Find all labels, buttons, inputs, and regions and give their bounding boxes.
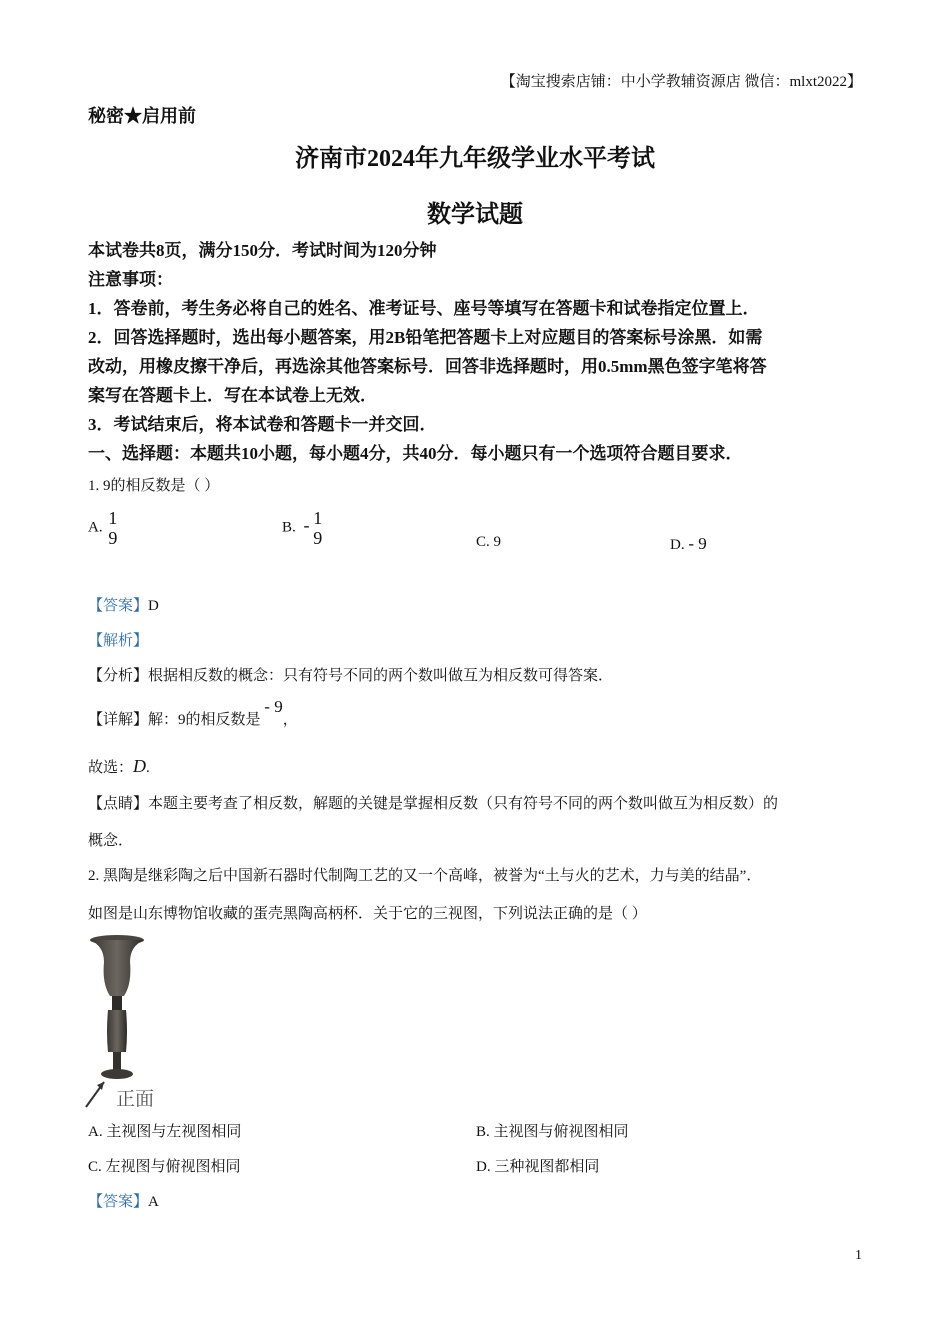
minus-sign: - (303, 515, 310, 536)
q1-answer (88, 594, 159, 615)
q1-choice (88, 756, 150, 777)
q1-fenxi (88, 664, 613, 685)
fraction (108, 508, 117, 548)
answer-value: A (148, 1194, 159, 1210)
choice-value: D (133, 756, 147, 776)
q1-analysis-tag: 【解析】 (88, 633, 149, 649)
dianjing-text: 本题主要考查了相反数，解题的关键是掌握相反数（只有符号不同的两个数叫做互为相反数）的 (148, 796, 779, 812)
instruction-line: 案写在答题卡上．写在本试卷上无效． (88, 386, 377, 405)
q2-option-b: B. 主视图与俯视图相同 (476, 1124, 629, 1140)
q2-option-c: C. 左视图与俯视图相同 (88, 1159, 241, 1175)
confidential-mark: 秘密★启用前 (88, 106, 196, 126)
xiangjie-tag: 【详解】 (88, 712, 149, 728)
denominator: 9 (108, 528, 118, 548)
numerator: 1 (313, 508, 323, 528)
header-note: 【淘宝搜索店铺：中小学教辅资源店 微信：mlxt2022】 (500, 74, 862, 90)
instruction-line: 改动，用橡皮擦干净后，再选涂其他答案标号．回答非选择题时，用0.5mm黑色签字笔将答 (88, 357, 767, 376)
section-heading: 一、选择题：本题共10小题，每小题4分，共40分．每小题只有一个选项符合题目要求． (88, 444, 743, 463)
q1-dianjing-cont: 概念． (88, 833, 134, 849)
answer-tag: 【答案】 (88, 1194, 149, 1210)
xiangjie-text: 解：9的相反数是 (148, 712, 261, 728)
q2-stem-line1: 2. 黑陶是继彩陶之后中国新石器时代制陶工艺的又一个高峰，被誉为“土与火的艺术，力与美的结晶”． (88, 868, 762, 884)
q2-answer (88, 1190, 159, 1211)
instruction-line: 3．考试结束后，将本试卷和答题卡一并交回． (88, 415, 437, 434)
xiangjie-value: - 9 (264, 697, 283, 716)
subject-title: 数学试题 (427, 202, 523, 228)
numerator: 1 (108, 508, 118, 528)
q2-option-a: A. 主视图与左视图相同 (88, 1124, 242, 1140)
q1-option-a (88, 508, 117, 548)
instruction-line: 本试卷共8页，满分150分．考试时间为120分钟 (88, 241, 437, 260)
punctuation: ， (282, 712, 298, 728)
q1-xiangjie (88, 697, 298, 729)
answer-tag: 【答案】 (88, 598, 149, 614)
q1-option-c: C. 9 (476, 534, 502, 550)
exam-title: 济南市2024年九年级学业水平考试 (295, 146, 655, 172)
q1-dianjing (88, 792, 778, 813)
instruction-line: 1．答卷前，考生务必将自己的姓名、准考证号、座号等填写在答题卡和试卷指定位置上． (88, 299, 760, 318)
page-number: 1 (855, 1248, 862, 1263)
denominator: 9 (313, 528, 323, 548)
fraction (313, 508, 322, 548)
fenxi-tag: 【分析】 (88, 668, 149, 684)
q2-stem-line2: 如图是山东博物馆收藏的蛋壳黑陶高柄杯．关于它的三视图，下列说法正确的是（ ） (88, 906, 647, 922)
instructions (88, 236, 864, 468)
q1-stem: 1. 9的相反数是（ ） (88, 478, 220, 494)
front-label: 正面 (116, 1089, 155, 1110)
punctuation: . (146, 760, 150, 776)
option-label: B. (282, 519, 296, 536)
option-value: - 9 (688, 534, 707, 553)
fenxi-text: 根据相反数的概念：只有符号不同的两个数叫做互为相反数可得答案． (148, 668, 614, 684)
instruction-line: 注意事项： (88, 270, 173, 289)
option-label: D. (670, 537, 685, 553)
q2-option-d: D. 三种视图都相同 (476, 1159, 600, 1175)
answer-value: D (148, 598, 159, 614)
q1-option-d (670, 534, 707, 554)
choice-text: 故选： (88, 760, 134, 776)
option-label: A. (88, 519, 103, 536)
q1-option-b (282, 508, 322, 548)
dianjing-tag: 【点睛】 (88, 796, 149, 812)
instruction-line: 2．回答选择题时，选出每小题答案，用2B铅笔把答题卡上对应题目的答案标号涂黑．如需 (88, 328, 763, 347)
